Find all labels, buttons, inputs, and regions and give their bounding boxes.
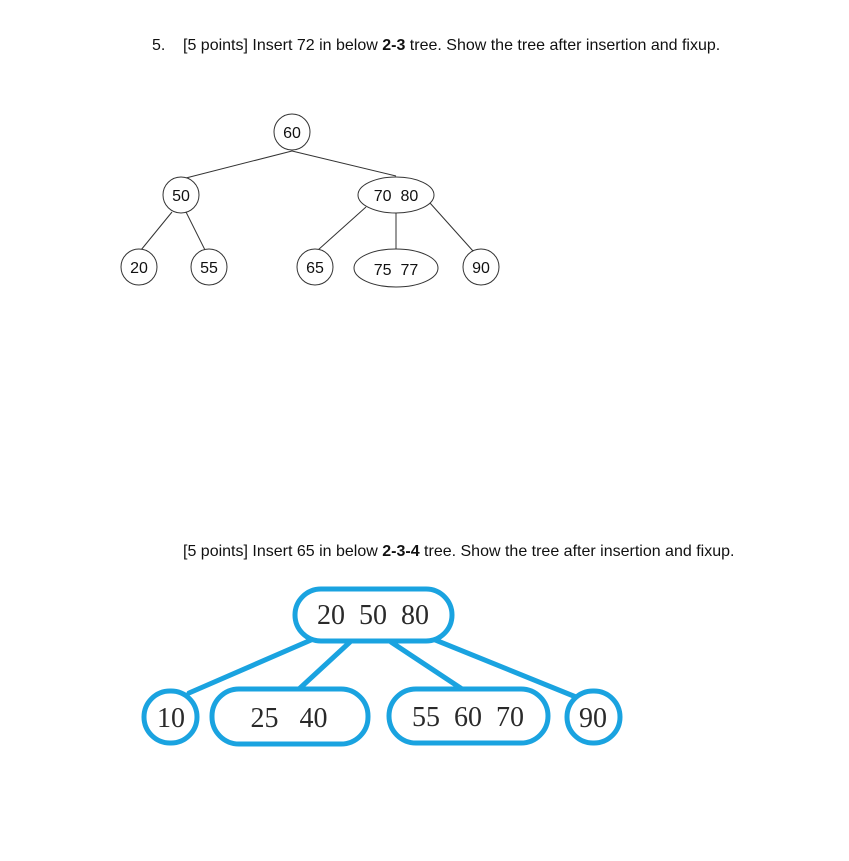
edge-50-20 [141,212,172,250]
node-70-80-label: 70 80 [373,188,419,205]
question-2-tree-type: 2-3-4 [382,543,420,560]
edge-root-10 [189,637,318,693]
question-1-prefix: [5 points] Insert 72 in below [183,37,383,54]
node-75-77-label: 75 77 [373,262,419,279]
node-50-label: 50 [172,188,190,205]
node-65-label: 65 [306,260,324,277]
edge-7080-65 [318,207,366,250]
node-90-b-label: 90 [579,703,607,734]
node-20-label: 20 [130,260,148,277]
node-10-label: 10 [157,703,185,734]
node-55-60-70-label: 55 60 70 [412,702,524,733]
question-2-prefix: [5 points] Insert 65 in below [183,543,383,560]
question-1-number: 5. [152,37,166,54]
question-1-tree-type: 2-3 [382,37,406,54]
question-2-suffix: tree. Show the tree after insertion and fixup. [419,543,735,560]
edge-root-right [292,151,396,176]
node-55-label: 55 [200,260,218,277]
question-1-suffix: tree. Show the tree after insertion and fixup. [405,37,721,54]
node-90-label: 90 [472,260,490,277]
edge-root-25-40 [299,642,350,689]
question-2 [183,543,734,561]
node-60-label: 60 [283,125,301,142]
edge-root-left [182,151,292,179]
node-20-50-80-label: 20 50 80 [317,600,429,631]
edge-50-55 [186,212,205,250]
edge-7080-90 [430,203,473,251]
node-25-40-label: 25 40 [250,703,328,734]
